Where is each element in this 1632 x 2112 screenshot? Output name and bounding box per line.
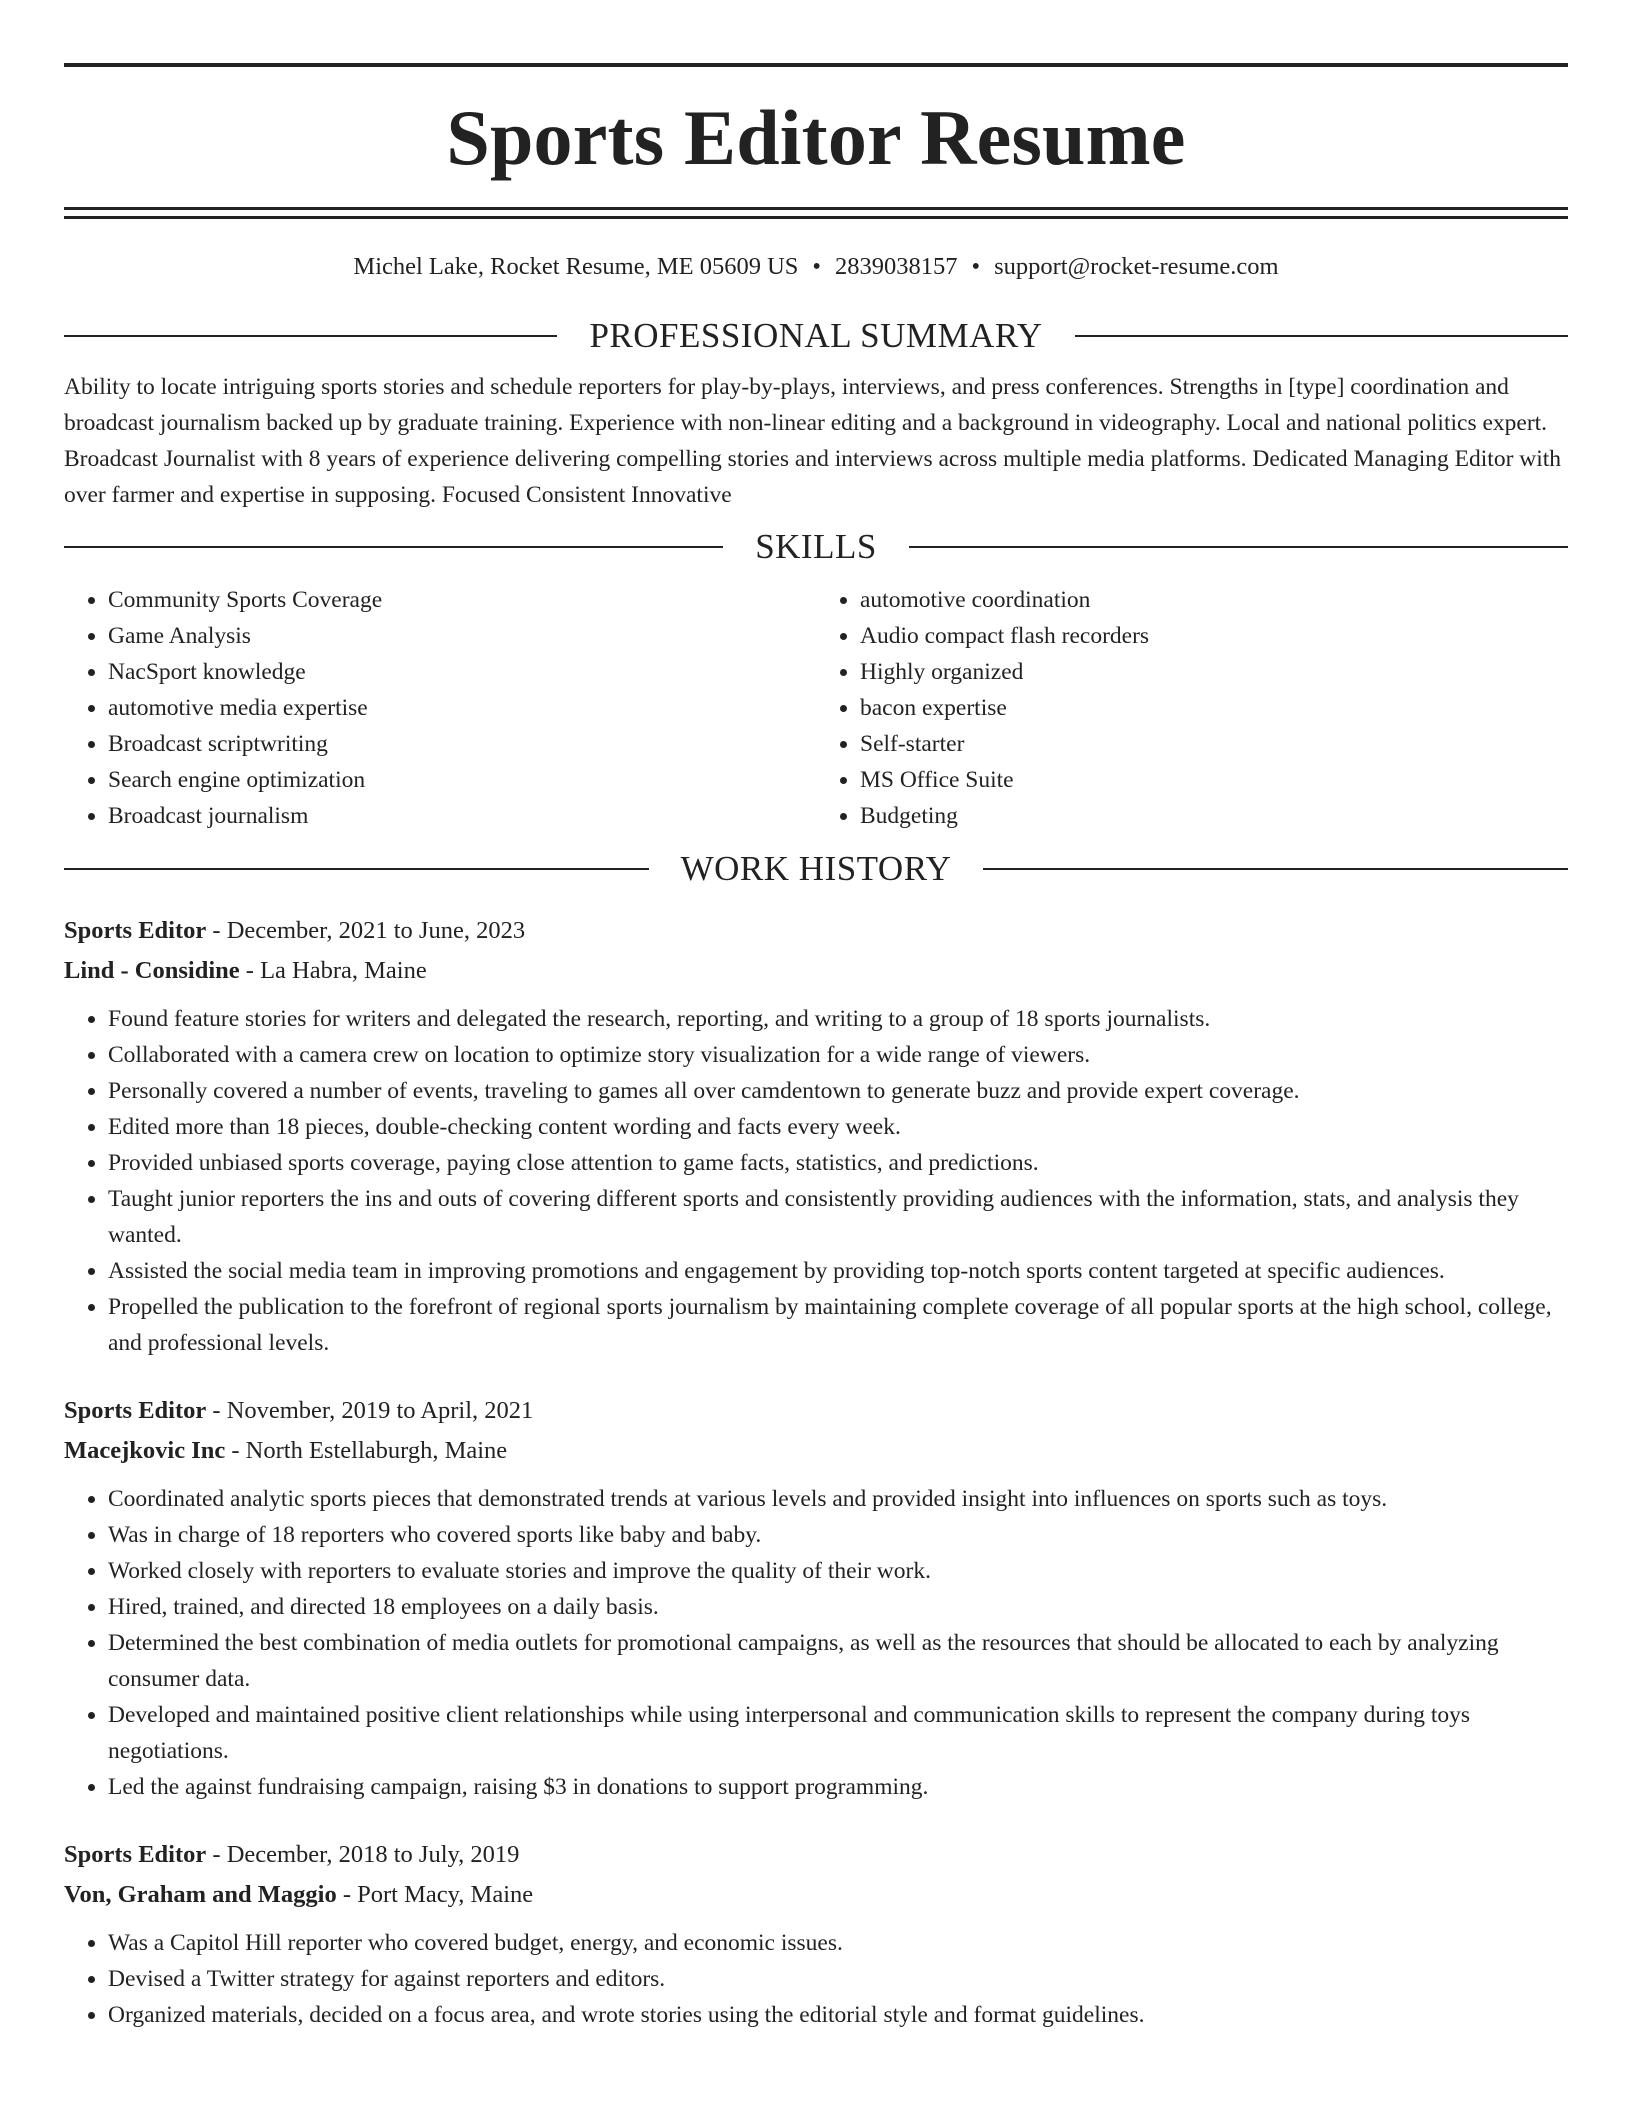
job-dash: - — [239, 957, 261, 984]
job-bullet: • Organized materials, decided on a focus area, and wrote stories using the editorial style and format guidelines. — [108, 1997, 1568, 2033]
job-dates: December, 2021 to June, 2023 — [226, 917, 526, 944]
skill-item: • Game Analysis — [108, 618, 816, 654]
job-company-line — [64, 1431, 1568, 1471]
work-heading — [64, 849, 1568, 889]
heading-rule-left — [64, 335, 557, 337]
job-bullet-list — [64, 1481, 1568, 1805]
job-bullet-list — [64, 1001, 1568, 1361]
job-bullet: • Coordinated analytic sports pieces that demonstrated trends at various levels and provided insight into influences on sports such as toys. — [108, 1481, 1568, 1517]
job-bullet: • Worked closely with reporters to evaluate stories and improve the quality of their work. — [108, 1553, 1568, 1589]
job-title-line — [64, 911, 1568, 951]
heading-rule-right — [909, 546, 1568, 548]
contact-email: support@rocket-resume.com — [994, 253, 1279, 280]
job-dash: - — [336, 1881, 358, 1908]
job-bullet: • Was in charge of 18 reporters who covered sports like baby and baby. — [108, 1517, 1568, 1553]
job-bullet: • Led the against fundraising campaign, raising $3 in donations to support programming. — [108, 1769, 1568, 1805]
job-dash: - — [206, 917, 227, 944]
job-title-line — [64, 1835, 1568, 1875]
skill-item: • MS Office Suite — [860, 762, 1568, 798]
job-dash: - — [206, 1397, 227, 1424]
job-company: Von, Graham and Maggio — [64, 1881, 337, 1908]
contact-separator: • — [971, 253, 981, 280]
job-company-line — [64, 951, 1568, 991]
work-heading-label: WORK HISTORY — [680, 849, 952, 888]
contact-separator: • — [812, 253, 821, 280]
heading-rule-left — [64, 546, 723, 548]
job-bullet: • Propelled the publication to the forefront of regional sports journalism by maintaining complete coverage of all popular sports at the high school, college, and professional levels. — [108, 1289, 1568, 1361]
job-dash: - — [206, 1841, 227, 1868]
job-bullet: • Taught junior reporters the ins and outs of covering different sports and consistently providing audiences with the information, stats, and analysis they wanted. — [108, 1181, 1568, 1253]
job-bullet: • Determined the best combination of media outlets for promotional campaigns, as well as the resources that should be allocated to each by analyzing consumer data. — [108, 1625, 1568, 1697]
skills-list-left — [64, 582, 816, 834]
summary-text: Ability to locate intriguing sports stories and schedule reporters for play-by-plays, interviews, and press conferences. Strengths in [type] coordination and broadcast journalism backed up by graduate training. Experience with non-linear editing and a background in videography. Local and national politics expert. Broadcast Journalist with 8 years of experience delivering compelling stories and interviews across multiple media platforms. Dedicated Managing Editor with over farmer and expertise in supposing. Focused Consistent Innovative — [64, 374, 1562, 508]
resume-title: Sports Editor Resume — [446, 94, 1186, 181]
job-bullet: • Assisted the social media team in improving promotions and engagement by providing top-notch sports content targeted at specific audiences. — [108, 1253, 1568, 1289]
job-entry — [64, 911, 1568, 1361]
job-bullet: • Collaborated with a camera crew on location to optimize story visualization for a wide range of viewers. — [108, 1037, 1568, 1073]
skill-item: • bacon expertise — [860, 690, 1568, 726]
job-bullet: • Was a Capitol Hill reporter who covered budget, energy, and economic issues. — [108, 1925, 1568, 1961]
skill-item: • Broadcast scriptwriting — [108, 726, 816, 762]
job-bullet: • Found feature stories for writers and delegated the research, reporting, and writing to a group of 18 sports journalists. — [108, 1001, 1568, 1037]
job-bullet-list — [64, 1925, 1568, 2033]
skills-columns — [64, 582, 1568, 834]
skill-item: • Self-starter — [860, 726, 1568, 762]
job-bullet: • Developed and maintained positive client relationships while using interpersonal and communication skills to represent the company during toys negotiations. — [108, 1697, 1568, 1769]
skill-item: • Budgeting — [860, 798, 1568, 834]
skill-item: • NacSport knowledge — [108, 654, 816, 690]
job-bullet: • Edited more than 18 pieces, double-checking content wording and facts every week. — [108, 1109, 1568, 1145]
skill-item: • automotive media expertise — [108, 690, 816, 726]
job-location: Port Macy, Maine — [357, 1881, 534, 1908]
contact-line — [64, 252, 1568, 282]
job-dates: November, 2019 to April, 2021 — [226, 1397, 534, 1424]
resume-content — [64, 0, 1568, 2033]
job-bullet: • Hired, trained, and directed 18 employees on a daily basis. — [108, 1589, 1568, 1625]
job-bullet: • Personally covered a number of events, traveling to games all over camdentown to generate buzz and provide expert coverage. — [108, 1073, 1568, 1109]
skill-item: • Highly organized — [860, 654, 1568, 690]
job-role: Sports Editor — [64, 917, 207, 944]
job-entry — [64, 1391, 1568, 1805]
title-double-rule — [64, 207, 1568, 219]
job-company: Macejkovic Inc — [64, 1437, 226, 1464]
skills-heading-label: SKILLS — [755, 527, 877, 566]
job-title-line — [64, 1391, 1568, 1431]
skill-item: • Search engine optimization — [108, 762, 816, 798]
job-dates: December, 2018 to July, 2019 — [226, 1841, 520, 1868]
job-dash: - — [225, 1437, 246, 1464]
heading-rule-right — [1075, 335, 1568, 337]
heading-rule-right — [983, 868, 1568, 870]
contact-phone: 2839038157 — [835, 253, 958, 280]
job-role: Sports Editor — [64, 1841, 207, 1868]
job-location: La Habra, Maine — [260, 957, 427, 984]
job-bullet: • Provided unbiased sports coverage, paying close attention to game facts, statistics, and predictions. — [108, 1145, 1568, 1181]
skill-item: • Community Sports Coverage — [108, 582, 816, 618]
skills-list-right — [816, 582, 1568, 834]
top-rule — [64, 63, 1568, 67]
job-company: Lind - Considine — [64, 957, 240, 984]
job-company-line — [64, 1875, 1568, 1915]
job-entry — [64, 1835, 1568, 2033]
skill-item: • Audio compact flash recorders — [860, 618, 1568, 654]
job-location: North Estellaburgh, Maine — [245, 1437, 508, 1464]
heading-rule-left — [64, 868, 649, 870]
skill-item: • Broadcast journalism — [108, 798, 816, 834]
summary-heading — [64, 316, 1568, 356]
skills-heading — [64, 527, 1568, 567]
summary-heading-label: PROFESSIONAL SUMMARY — [589, 316, 1043, 355]
contact-address: Michel Lake, Rocket Resume, ME 05609 US — [353, 253, 799, 280]
skill-item: • automotive coordination — [860, 582, 1568, 618]
job-bullet: • Devised a Twitter strategy for against reporters and editors. — [108, 1961, 1568, 1997]
job-role: Sports Editor — [64, 1397, 207, 1424]
